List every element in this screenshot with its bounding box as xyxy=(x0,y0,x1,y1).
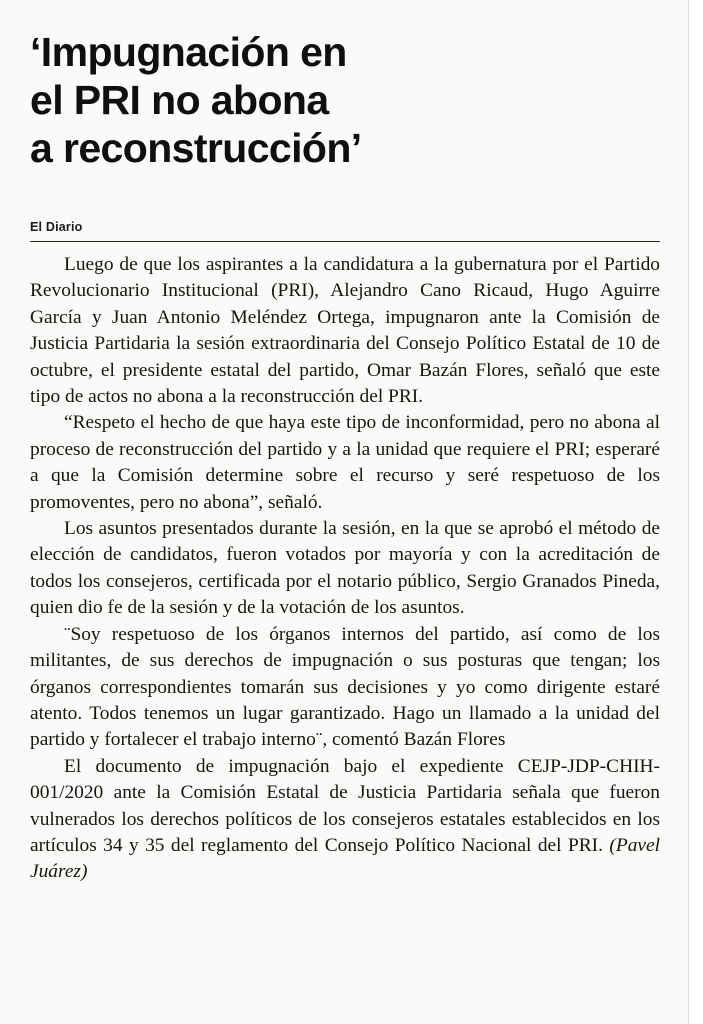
paragraph: Luego de que los aspirantes a la candidatura a la gubernatura por el Partido Revolucionario Institucional (PRI), Alejandro Cano Ricaud, Hugo Aguirre García y Juan Antonio Meléndez Ortega, impugnaron ante la Comisión de Justicia Partidaria la sesión extraordinaria del Consejo Político Estatal de 10 de octubre, el presidente estatal del partido, Omar Bazán Flores, señaló que este tipo de actos no abona a la reconstrucción del PRI. xyxy=(30,254,660,408)
paragraph-final xyxy=(30,754,660,886)
headline-line-2: el PRI no abona xyxy=(30,77,329,123)
byline: El Diario xyxy=(30,220,83,234)
paragraph-text: El documento de impugnación bajo el expediente CEJP-JDP-CHIH-001/2020 ante la Comisión Estatal de Justicia Partidaria señala que fueron vulnerados los derechos políticos de los consejeros estatales establecidos en los artículos 34 y 35 del reglamento del Consejo Político Nacional del PRI. xyxy=(30,755,660,856)
article-body xyxy=(30,252,660,886)
page-title xyxy=(30,0,678,172)
paragraph: ¨Soy respetuoso de los órganos internos del partido, así como de los militantes, de sus derechos de impugnación o sus posturas que tengan; los órganos correspondientes tomarán sus decisiones y yo como dirigente estaré atento. Todos tenemos un lugar garantizado. Hago un llamado a la unidad del partido y fortalecer el trabajo interno¨, comentó Bazán Flores xyxy=(30,623,660,751)
page-edge xyxy=(688,0,703,1024)
article-container xyxy=(30,0,678,1024)
article-credit: (Pavel Juárez) xyxy=(30,834,660,883)
headline-line-3: a reconstrucción’ xyxy=(30,125,362,171)
paragraph: Los asuntos presentados durante la sesión, en la que se aprobó el método de elección de candidatos, fueron votados por mayoría y con la acreditación de todos los consejeros, certificada por el notario público, Sergio Granados Pineda, quien dio fe de la sesión y de la votación de los asuntos. xyxy=(30,518,660,619)
paragraph: “Respeto el hecho de que haya este tipo de inconformidad, pero no abona al proceso de reconstrucción del partido y a la unidad que requiere el PRI; esperaré a que la Comisión determine sobre el recurso y seré respetuoso de los promoventes, pero no abona”, señaló. xyxy=(30,412,660,513)
headline-line-1: ‘Impugnación en xyxy=(30,29,347,75)
divider xyxy=(30,241,660,242)
